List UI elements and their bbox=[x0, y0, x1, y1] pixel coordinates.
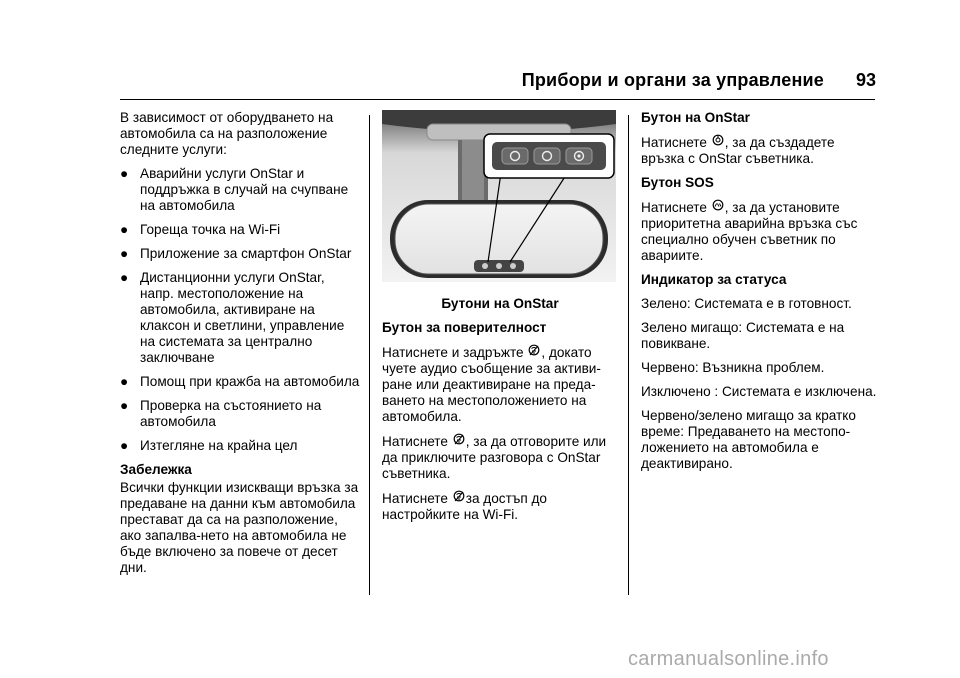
text-run: , за да създадете връзка с OnStar съветника. bbox=[641, 135, 835, 166]
text-run: Натиснете bbox=[382, 434, 452, 449]
text-run: , за да установите приоритетна аварийна връзка със специално обучен съветник по авариите. bbox=[641, 200, 858, 263]
onstar-paragraph bbox=[641, 134, 881, 167]
list-item bbox=[120, 438, 360, 454]
bullet-icon: ● bbox=[120, 222, 129, 237]
sos-button-icon bbox=[712, 199, 724, 216]
sos-paragraph bbox=[641, 199, 881, 264]
status-red: Червено: Възникна проблем. bbox=[641, 360, 825, 375]
note-text: Всички функции изискващи връзка за предаване на данни към автомобила престават да са на разположение, ако запалва-нето на автомобила не бъде включено за повече от десет дни. bbox=[120, 480, 359, 575]
answer-paragraph bbox=[382, 433, 618, 482]
bullet-icon: ● bbox=[120, 398, 129, 413]
privacy-button-icon bbox=[528, 344, 540, 361]
status-indicator-heading: Индикатор за статуса bbox=[641, 272, 787, 287]
page-number: 93 bbox=[856, 70, 877, 90]
privacy-button-heading: Бутон за поверителност bbox=[382, 320, 547, 335]
list-item-text: Изтегляне на крайна цел bbox=[140, 438, 298, 453]
column-divider-right bbox=[628, 115, 629, 595]
status-green-flashing: Зелено мигащо: Системата е на повикване. bbox=[641, 320, 845, 351]
list-item bbox=[120, 374, 360, 390]
list-item bbox=[120, 246, 360, 262]
bullet-icon: ● bbox=[120, 246, 129, 261]
sos-button-heading: Бутон SOS bbox=[641, 175, 714, 190]
text-run: , докато чуете аудио съобщение за активи-ране или деактивиране на преда-ването на местоположението на автомобила. bbox=[382, 345, 601, 424]
list-item-text: Гореща точка на Wi-Fi bbox=[140, 222, 281, 237]
status-red-green-flashing: Червено/зелено мигащо за кратко време: Предаването на местопо-ложението на автомобила е деактивирано. bbox=[641, 408, 856, 471]
bullet-icon: ● bbox=[120, 438, 129, 453]
list-item bbox=[120, 270, 360, 366]
column-divider-left bbox=[369, 115, 370, 595]
text-run: Натиснете и задръжте bbox=[382, 345, 528, 360]
text-run: за достъп до настройките на Wi-Fi. bbox=[382, 491, 547, 522]
text-run: , за да отговорите или да приключите разговора с OnStar съветника. bbox=[382, 434, 607, 481]
status-green: Зелено: Системата е в готовност. bbox=[641, 296, 852, 311]
list-item-text: Помощ при кражба на автомобила bbox=[140, 374, 360, 389]
column-1 bbox=[120, 110, 360, 584]
note-heading: Забележка bbox=[120, 462, 192, 477]
text-run: Натиснете bbox=[641, 135, 711, 150]
column-2 bbox=[382, 110, 618, 531]
list-item bbox=[120, 166, 360, 214]
column-3 bbox=[641, 110, 881, 480]
status-off: Изключено : Системата е изключена. bbox=[641, 384, 877, 399]
list-item-text: Проверка на състоянието на автомобила bbox=[140, 398, 322, 429]
privacy-paragraph bbox=[382, 344, 618, 425]
list-item-text: Дистанционни услуги OnStar, напр. местоположение на автомобила, активиране на клаксон и светлини, управление на системата за централно заключване bbox=[140, 270, 345, 365]
bullet-icon: ● bbox=[120, 166, 129, 181]
privacy-button-icon bbox=[453, 433, 465, 450]
header-rule bbox=[120, 99, 875, 100]
list-item-text: Приложение за смартфон OnStar bbox=[140, 246, 352, 261]
text-run: Натиснете bbox=[641, 200, 711, 215]
onstar-buttons-illustration bbox=[382, 110, 616, 282]
wifi-paragraph bbox=[382, 490, 618, 523]
figure-caption: Бутони на OnStar bbox=[441, 296, 559, 311]
bullet-icon: ● bbox=[120, 374, 129, 389]
page-header-title: Прибори и органи за управление bbox=[521, 70, 824, 90]
watermark: carmanualsonline.info bbox=[628, 648, 829, 670]
list-item bbox=[120, 398, 360, 430]
intro-text: В зависимост от оборудването на автомобила са на разположение следните услуги: bbox=[120, 110, 334, 157]
list-item-text: Аварийни услуги OnStar и поддръжка в случай на счупване на автомобила bbox=[140, 166, 349, 213]
onstar-button-icon bbox=[712, 134, 724, 151]
privacy-button-icon bbox=[453, 490, 465, 507]
rearview-mirror-illustration bbox=[382, 110, 616, 282]
bullet-icon: ● bbox=[120, 270, 129, 285]
onstar-button-heading: Бутон на OnStar bbox=[641, 110, 750, 125]
text-run: Натиснете bbox=[382, 491, 452, 506]
list-item bbox=[120, 222, 360, 238]
